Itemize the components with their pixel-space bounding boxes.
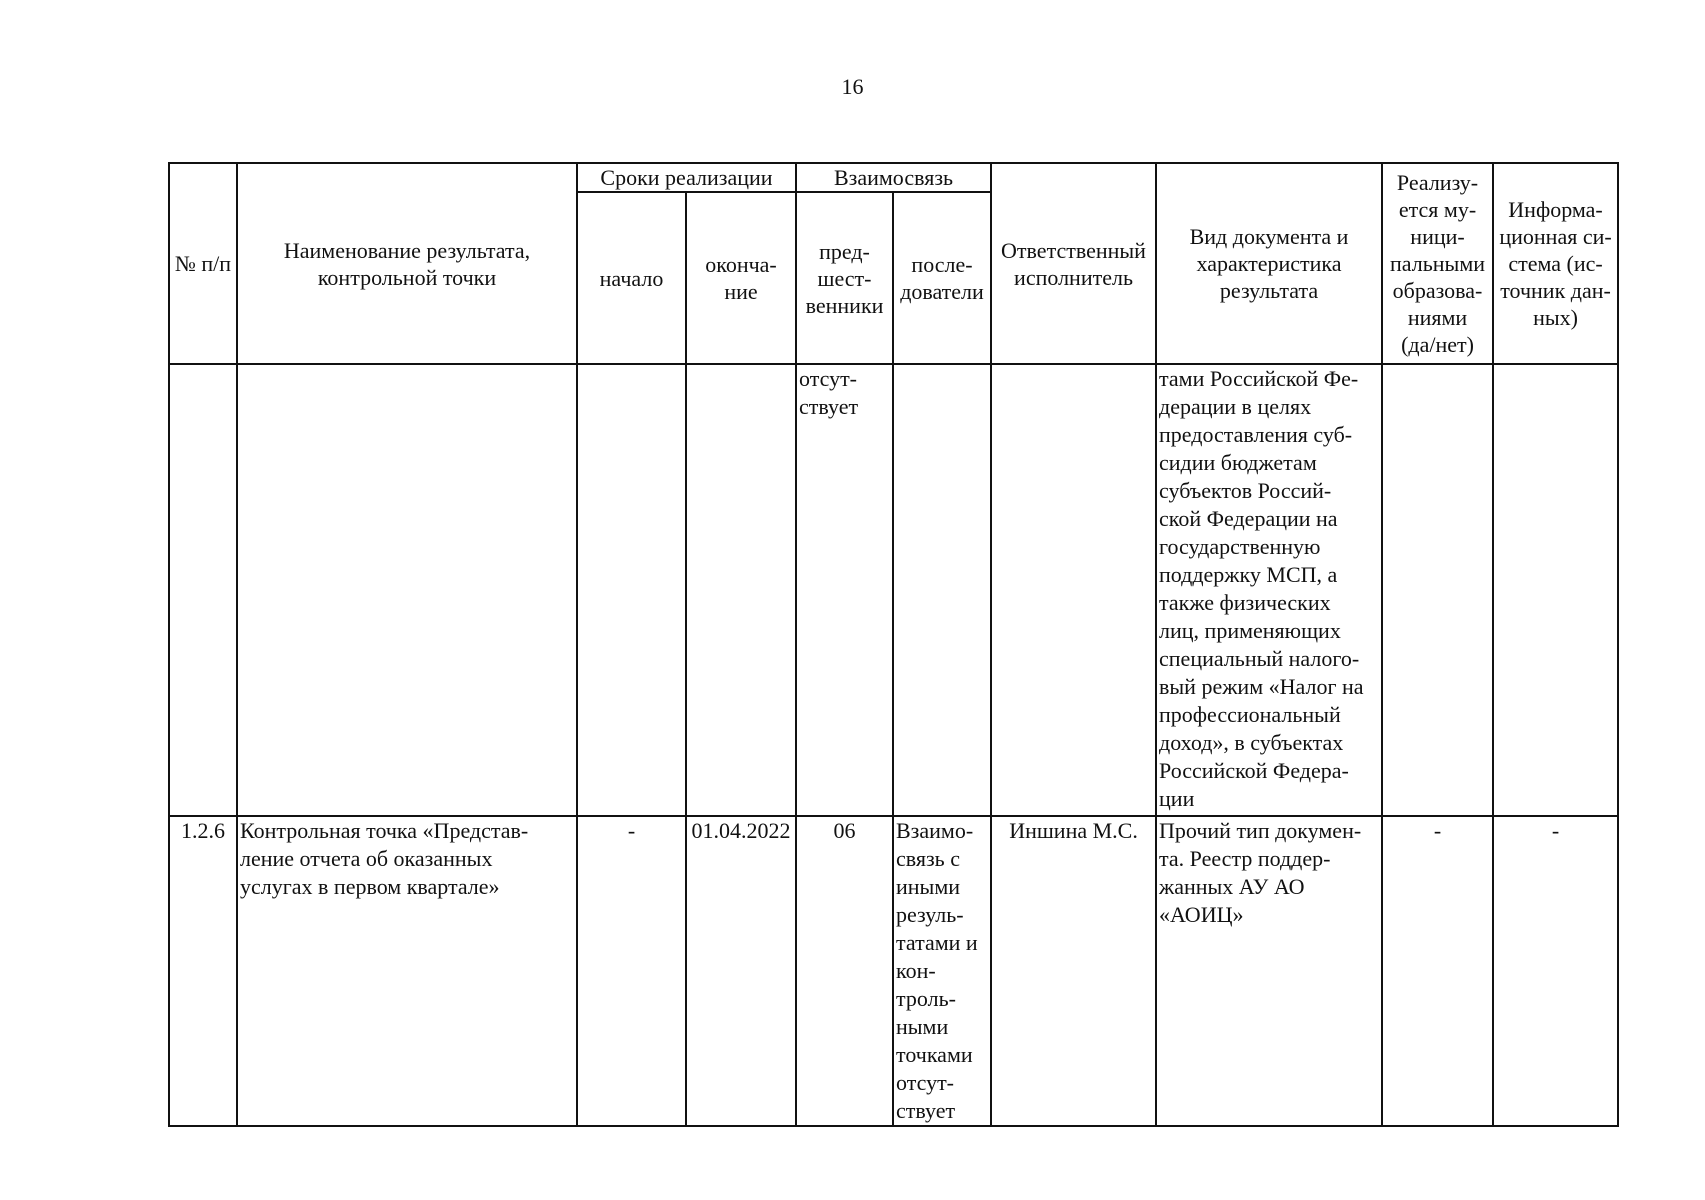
cell-municipal: [1382, 364, 1493, 816]
cell-successors: Взаимо- связь с иными резуль- татами и кон- троль- ными точками отсут- ствует: [893, 816, 991, 1126]
cell-end: [686, 364, 796, 816]
header-info-system: Информа- ционная си- стема (ис- точник дан- ных): [1493, 163, 1618, 364]
cell-doc-type: Прочий тип докумен- та. Реестр поддер- жанных АУ АО «АОИЦ»: [1156, 816, 1382, 1126]
table-row: [169, 364, 1618, 816]
page-number: 16: [841, 74, 864, 99]
control-points-table: [168, 162, 1619, 1127]
header-responsible: Ответственный исполнитель: [991, 163, 1156, 364]
header-successors: после- дователи: [893, 192, 991, 364]
cell-info-system: [1493, 364, 1618, 816]
cell-start: [577, 364, 686, 816]
header-terms-group: Сроки реализации: [577, 163, 796, 192]
cell-responsible: Иншина М.С.: [991, 816, 1156, 1126]
cell-num: [169, 364, 237, 816]
cell-end: 01.04.2022: [686, 816, 796, 1126]
header-start: начало: [577, 192, 686, 364]
cell-name: [237, 364, 577, 816]
cell-info-system: -: [1493, 816, 1618, 1126]
cell-responsible: [991, 364, 1156, 816]
cell-successors: [893, 364, 991, 816]
cell-municipal: -: [1382, 816, 1493, 1126]
header-relation-group: Взаимосвязь: [796, 163, 991, 192]
header-municipal: Реализу- ется му- ници- пальными образова- ниями (да/нет): [1382, 163, 1493, 364]
table-row: [169, 816, 1618, 1126]
header-num: № п/п: [169, 163, 237, 364]
header-name: Наименование результата, контрольной точки: [237, 163, 577, 364]
cell-doc-type: тами Российской Фе- дерации в целях предоставления суб- сидии бюджетам субъектов Россий- ской Федерации на государственную поддержку МСП, а также физических лиц, применяющих специальный налого- вый режим «Налог на профессиональный доход», в субъектах Российской Федера- ции: [1156, 364, 1382, 816]
header-doc-type: Вид документа и характеристика результата: [1156, 163, 1382, 364]
header-end: оконча- ние: [686, 192, 796, 364]
cell-name: Контрольная точка «Представ- ление отчета об оказанных услугах в первом квартале»: [237, 816, 577, 1126]
header-predecessors: пред- шест- венники: [796, 192, 893, 364]
cell-predecessors: 06: [796, 816, 893, 1126]
cell-predecessors: отсут- ствует: [796, 364, 893, 816]
cell-start: -: [577, 816, 686, 1126]
cell-num: 1.2.6: [169, 816, 237, 1126]
